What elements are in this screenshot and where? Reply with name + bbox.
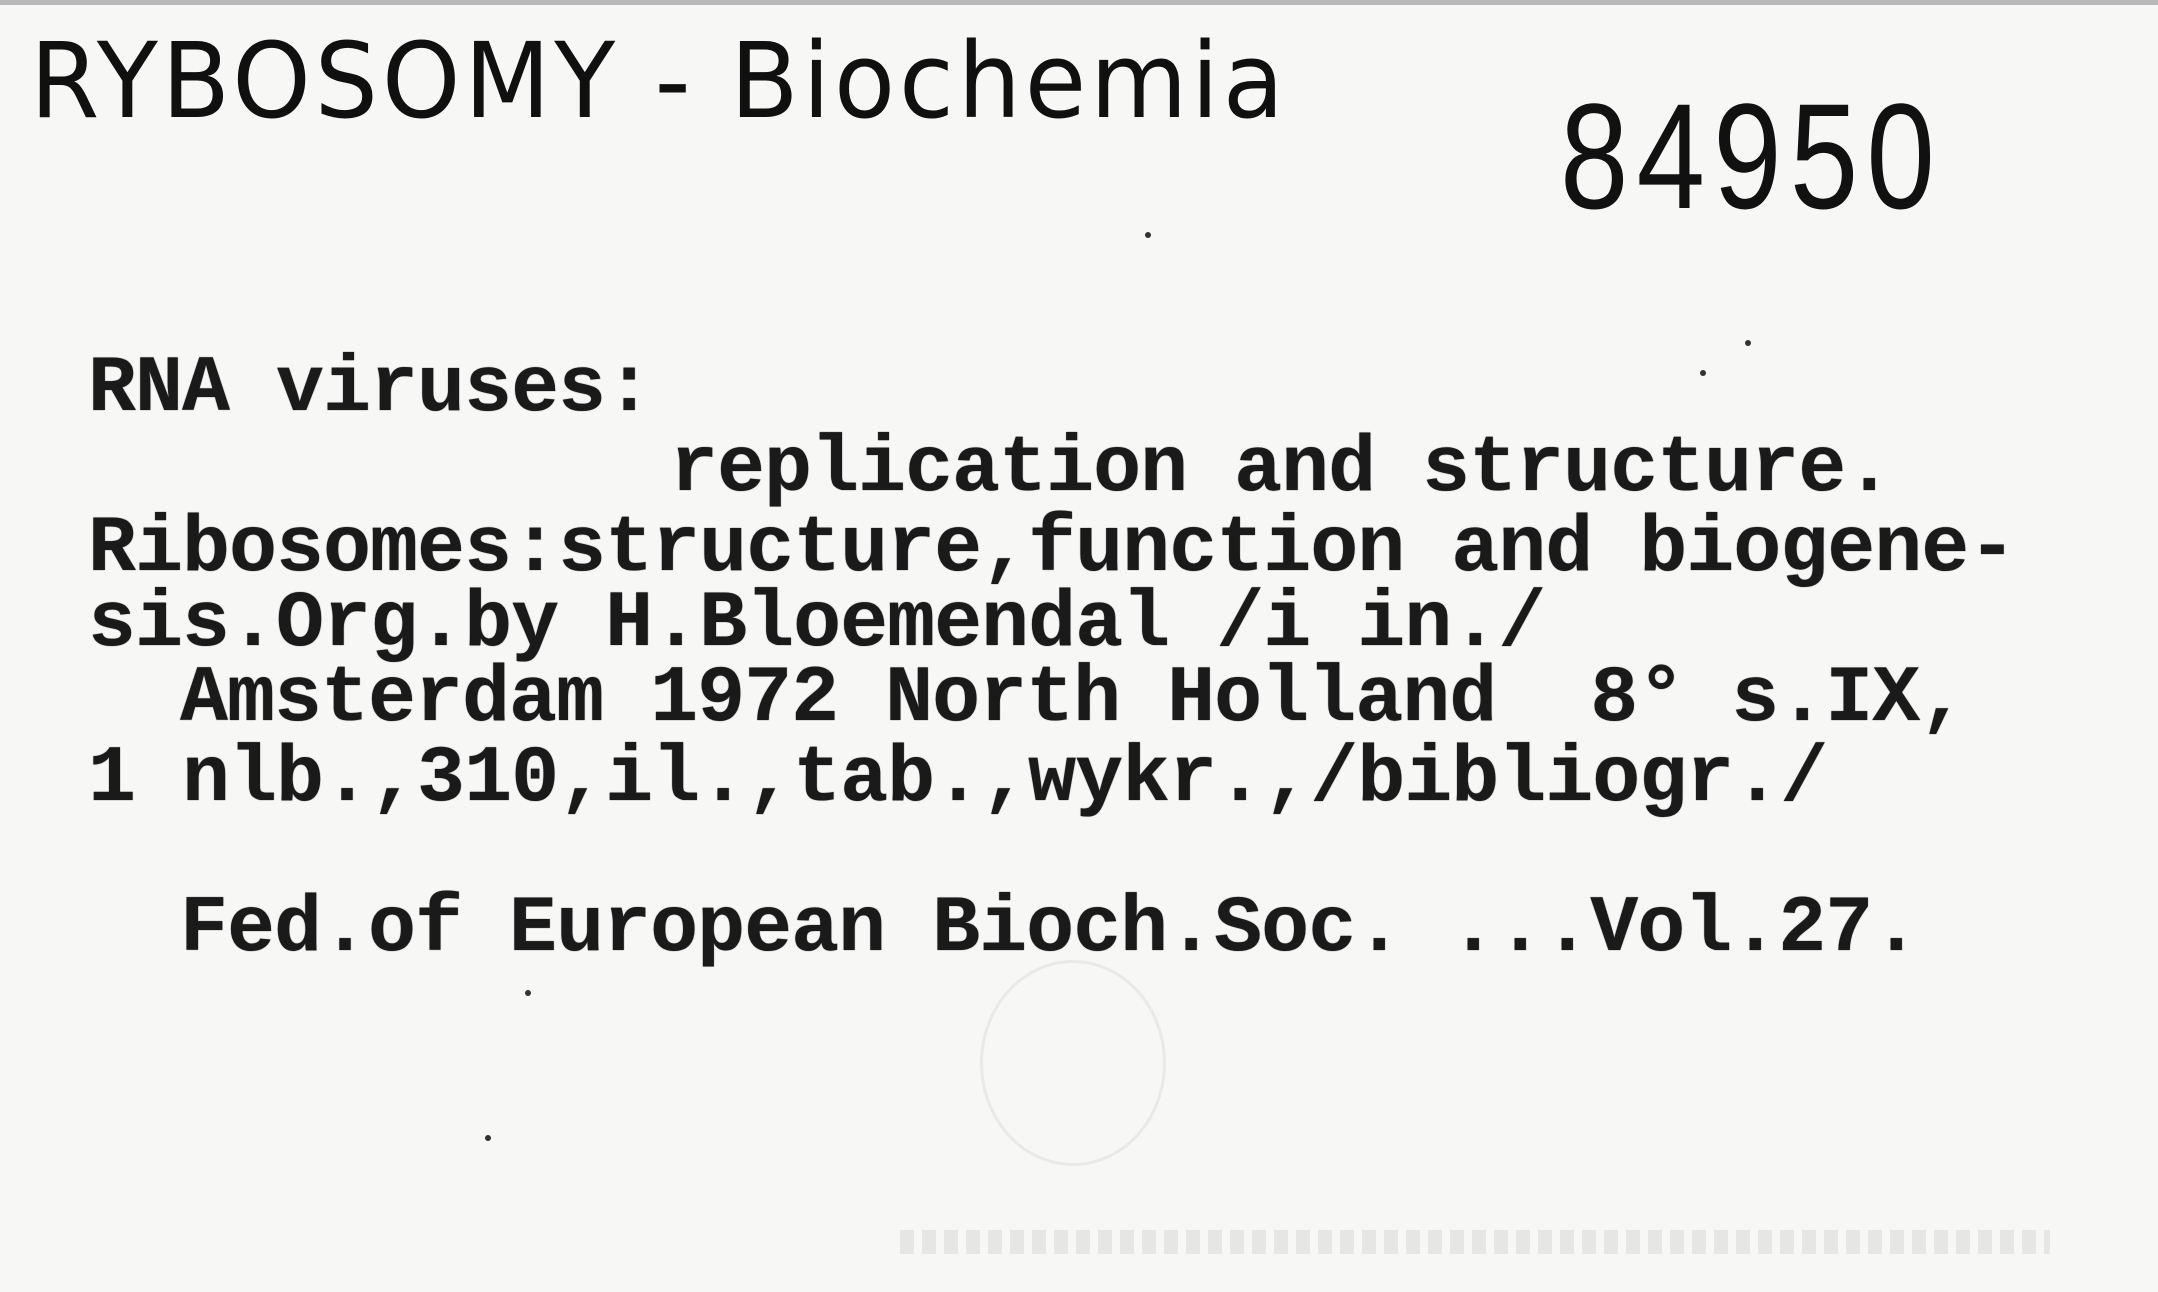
- speck: [525, 990, 531, 996]
- title-line-1: RNA viruses:: [88, 344, 653, 435]
- title-line-3: Ribosomes:structure,function and biogene-: [88, 504, 2016, 595]
- imprint-line: Amsterdam 1972 North Holland 8° s.IX,: [180, 654, 1967, 745]
- card-top-edge: [0, 0, 2158, 5]
- faint-bleedthrough-text: [900, 1230, 2050, 1254]
- series-line: Fed.of European Bioch.Soc. ...Vol.27.: [180, 884, 1920, 975]
- title-line-2: replication and structure.: [670, 424, 1893, 515]
- speck: [485, 1135, 491, 1141]
- speck: [1700, 370, 1706, 376]
- editor-line: sis.Org.by H.Bloemendal /i in./: [88, 579, 1546, 670]
- speck: [1145, 232, 1151, 238]
- ink-smudge: [980, 960, 1166, 1166]
- speck: [1745, 340, 1751, 346]
- handwritten-subject-heading: RYBOSOMY - Biochemia: [30, 20, 1288, 142]
- catalog-number: 84950: [1560, 72, 1944, 240]
- collation-line: 1 nlb.,310,il.,tab.,wykr.,/bibliogr./: [88, 734, 1828, 825]
